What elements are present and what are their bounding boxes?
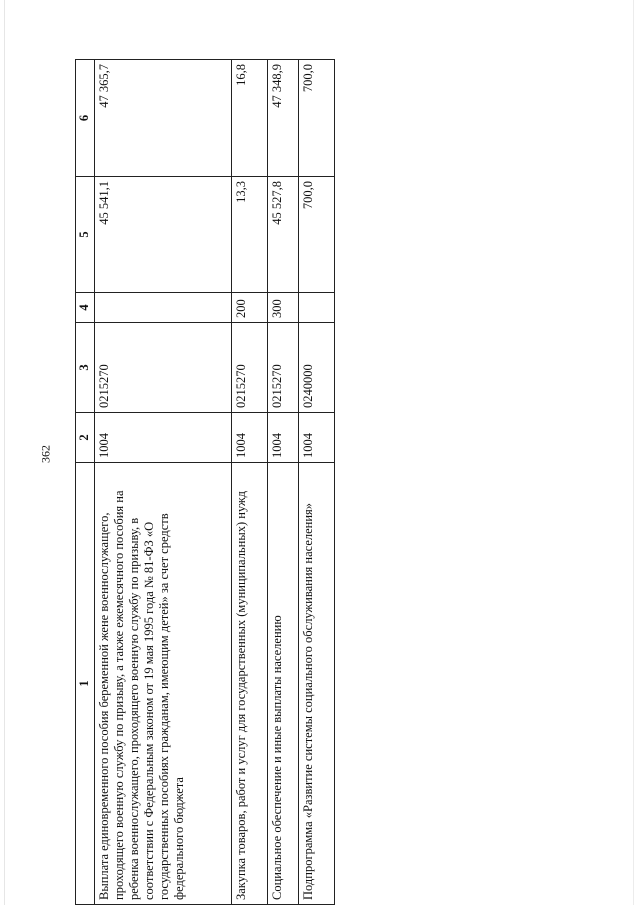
table-header-row <box>76 60 95 905</box>
row-target: 0240000 <box>298 323 334 413</box>
table-row <box>298 60 334 905</box>
row-target: 0215270 <box>268 323 298 413</box>
rotated-table-wrapper <box>75 60 335 905</box>
budget-table <box>75 59 335 905</box>
page-number: 362 <box>38 445 53 463</box>
column-header: 3 <box>76 323 95 413</box>
row-section: 1004 <box>232 413 268 463</box>
column-header: 5 <box>76 177 95 293</box>
scan-edge <box>633 0 634 905</box>
row-amount-3: 47 348,9 <box>268 60 298 177</box>
scan-edge <box>4 0 5 905</box>
column-header: 1 <box>76 463 95 905</box>
row-expense-type <box>95 293 232 323</box>
row-target: 0215270 <box>232 323 268 413</box>
row-amount-2: 700,0 <box>298 177 334 293</box>
row-name: Закупка товаров, работ и услуг для государственных (муниципальных) нужд <box>232 463 268 905</box>
row-expense-type: 200 <box>232 293 268 323</box>
row-amount-2: 45 527,8 <box>268 177 298 293</box>
row-amount-2: 13,3 <box>232 177 268 293</box>
table-row <box>232 60 268 905</box>
row-expense-type <box>298 293 334 323</box>
row-amount-3: 47 365,7 <box>95 60 232 177</box>
row-section: 1004 <box>268 413 298 463</box>
row-name: Социальное обеспечение и иные выплаты населению <box>268 463 298 905</box>
column-header: 2 <box>76 413 95 463</box>
column-header: 6 <box>76 60 95 177</box>
row-section: 1004 <box>298 413 334 463</box>
row-section: 1004 <box>95 413 232 463</box>
row-amount-3: 700,0 <box>298 60 334 177</box>
column-header: 4 <box>76 293 95 323</box>
table-row <box>95 60 232 905</box>
row-target: 0215270 <box>95 323 232 413</box>
table-row <box>268 60 298 905</box>
row-name: Подпрограмма «Развитие системы социального обслуживания населения» <box>298 463 334 905</box>
row-name: Выплата единовременного пособия беременной жене военнослужащего, проходящего военную службу по призыву, а также ежемесячного пособия на ребенка военнослужащего, проходящего военную службу по призыву, в соответствии с Федеральным законом от 19 мая 1995 года № 81-ФЗ «О государственных пособиях гражданам, имеющим детей» за счет средств федерального бюджета <box>95 463 232 905</box>
row-amount-2: 45 541,1 <box>95 177 232 293</box>
row-amount-3: 16,8 <box>232 60 268 177</box>
row-expense-type: 300 <box>268 293 298 323</box>
